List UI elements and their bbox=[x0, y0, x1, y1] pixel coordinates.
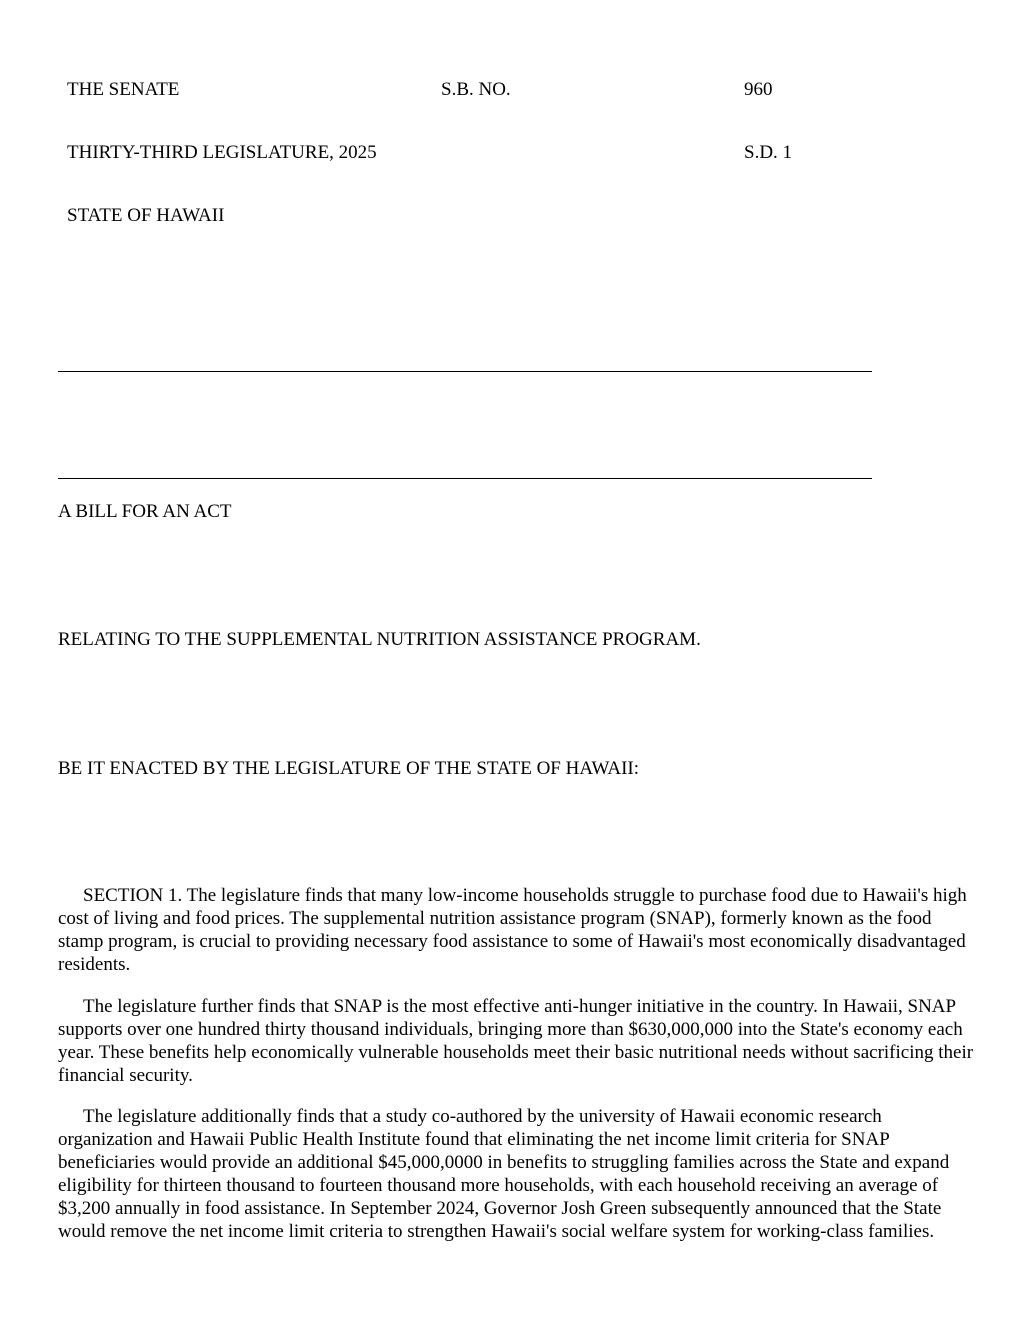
bill-subject-title: RELATING TO THE SUPPLEMENTAL NUTRITION ASSISTANCE PROGRAM. bbox=[58, 629, 701, 650]
top-divider bbox=[58, 371, 872, 372]
bill-for-act-heading: A BILL FOR AN ACT bbox=[58, 501, 232, 522]
bill-number-label: S.B. NO. bbox=[441, 79, 511, 100]
state-label: STATE OF HAWAII bbox=[67, 205, 225, 226]
section-1-paragraph-3: The legislature additionally finds that a study co-authored by the university of Hawaii economic research organization and Hawaii Public Health Institute found that eliminating the net income limit criteria for SNAP beneficiaries would provide an additional $45,000,0000 in benefits to struggling families across the State and expand eligibility for thirteen thousand to fourteen thousand more households, with each household receiving an average of $3,200 annually in food assistance. In September 2024, Governor Josh Green subsequently announced that the State would remove the net income limit criteria to strengthen Hawaii's social welfare system for working-class families. bbox=[58, 1106, 950, 1242]
section-1-paragraph-2: The legislature further finds that SNAP is the most effective anti-hunger initiative in the country. In Hawaii, SNAP supports over one hundred thirty thousand individuals, bringing more than $630,000,000 into the State's economy each year. These benefits help economically vulnerable households meet their basic nutritional needs without sacrificing their financial security. bbox=[58, 996, 974, 1086]
draft-label: S.D. 1 bbox=[744, 142, 793, 163]
bottom-divider bbox=[58, 478, 872, 479]
enacting-clause: BE IT ENACTED BY THE LEGISLATURE OF THE STATE OF HAWAII: bbox=[58, 758, 640, 779]
bill-number-value: 960 bbox=[744, 79, 773, 100]
section-1-paragraph-1: SECTION 1. The legislature finds that many low-income households struggle to purchase food due to Hawaii's high cost of living and food prices. The supplemental nutrition assistance program (SNAP), formerly known as the food stamp program, is crucial to providing necessary food assistance to some of Hawaii's most economically disadvantaged residents. bbox=[58, 885, 967, 975]
legislature-label: THIRTY-THIRD LEGISLATURE, 2025 bbox=[67, 142, 377, 163]
chamber-label: THE SENATE bbox=[67, 79, 180, 100]
